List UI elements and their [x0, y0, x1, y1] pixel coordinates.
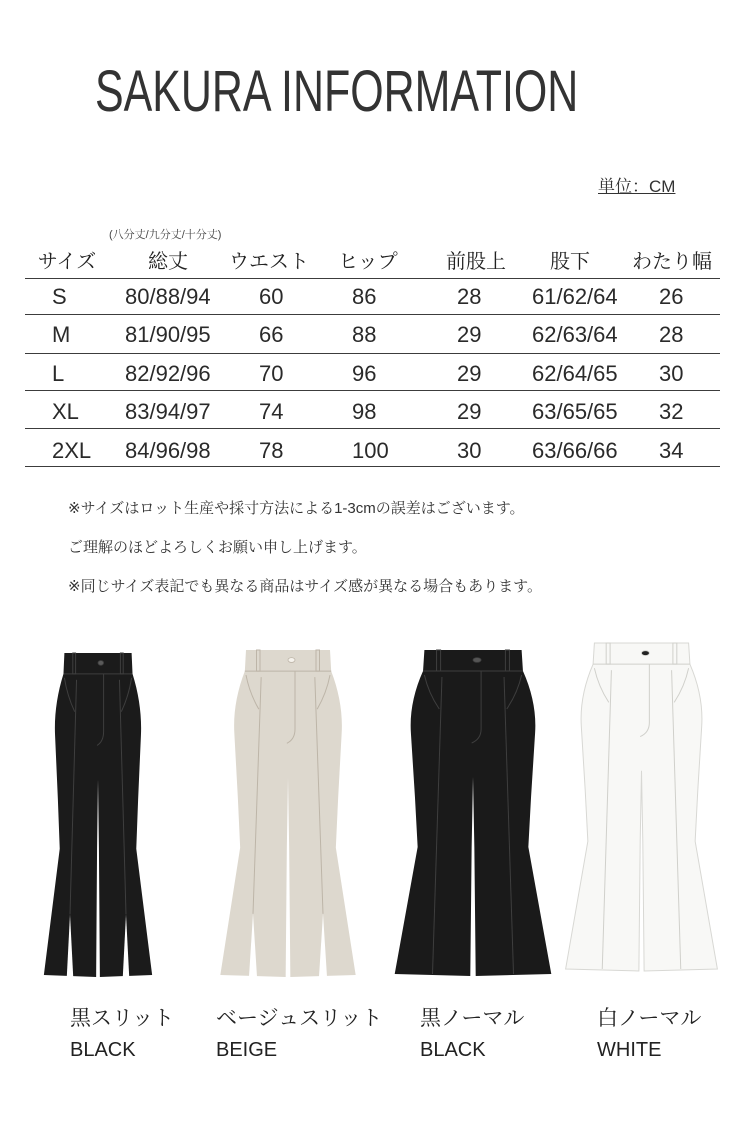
- cell-total-length: 84/96/98: [125, 438, 211, 463]
- table-rule: [25, 428, 720, 429]
- cell-inseam: 62/64/65: [532, 361, 618, 386]
- table-row: [0, 439, 750, 463]
- cell-front-rise: 29: [457, 361, 482, 386]
- pants-drawing: [563, 640, 720, 972]
- product-color-en: WHITE: [597, 1039, 662, 1061]
- cell-waist: 60: [259, 284, 284, 309]
- cell-inseam: 61/62/64: [532, 284, 618, 309]
- cell-waist: 74: [259, 399, 284, 424]
- size-tolerance-note: ※サイズはロット生産や採寸方法による1-3cmの誤差はございます。: [68, 500, 525, 517]
- product-name-ja: 黒スリット: [70, 1007, 175, 1030]
- white-normal-pants-image: [563, 640, 720, 972]
- button: [473, 658, 481, 663]
- page-title: SAKURA INFORMATION: [95, 59, 579, 124]
- beige-slit-pants-image: [218, 647, 358, 978]
- fit-difference-note: ※同じサイズ表記でも異なる商品はサイズ感が異なる場合もあります。: [68, 578, 542, 595]
- header-total-length: 総丈: [148, 251, 188, 273]
- cell-hip: 96: [352, 361, 377, 386]
- unit-label: 単位：CM: [598, 177, 676, 196]
- product-color-en: BEIGE: [216, 1039, 278, 1061]
- cell-inseam: 63/66/66: [532, 438, 618, 463]
- cell-waist: 78: [259, 438, 284, 463]
- button: [98, 661, 104, 666]
- product-name-ja: ベージュスリット: [216, 1007, 383, 1030]
- cell-thigh-width: 34: [659, 438, 684, 463]
- cell-total-length: 80/88/94: [125, 284, 211, 309]
- cell-size: S: [52, 284, 67, 309]
- product-color-en: BLACK: [420, 1039, 486, 1061]
- cell-inseam: 63/65/65: [532, 399, 618, 424]
- table-row: [0, 285, 750, 309]
- cell-hip: 98: [352, 399, 377, 424]
- table-rule: [25, 353, 720, 354]
- cell-thigh-width: 32: [659, 399, 684, 424]
- cell-waist: 70: [259, 361, 284, 386]
- pants-drawing: [42, 650, 154, 978]
- table-row: [0, 362, 750, 386]
- cell-hip: 88: [352, 322, 377, 347]
- cell-size: XL: [52, 399, 79, 424]
- pants-silhouette: [44, 653, 152, 977]
- header-thigh-width: わたり幅: [632, 251, 712, 273]
- pants-drawing: [392, 647, 554, 977]
- header-waist: ウエスト: [229, 251, 309, 273]
- pants-drawing: [218, 647, 358, 978]
- cell-total-length: 83/94/97: [125, 399, 211, 424]
- cell-thigh-width: 28: [659, 322, 684, 347]
- table-row: [0, 400, 750, 424]
- cell-size: M: [52, 322, 71, 347]
- cell-size: L: [52, 361, 65, 386]
- cell-hip: 100: [352, 438, 389, 463]
- black-slit-pants-image: [42, 650, 154, 978]
- cell-inseam: 62/63/64: [532, 322, 618, 347]
- cell-front-rise: 29: [457, 399, 482, 424]
- black-normal-pants-image: [392, 647, 554, 977]
- table-rule: [25, 278, 720, 279]
- header-inseam: 股下: [550, 251, 590, 273]
- cell-thigh-width: 26: [659, 284, 684, 309]
- pants-silhouette: [220, 650, 355, 977]
- cell-total-length: 82/92/96: [125, 361, 211, 386]
- cell-total-length: 81/90/95: [125, 322, 211, 347]
- cell-waist: 66: [259, 322, 284, 347]
- cell-size: 2XL: [52, 438, 92, 463]
- table-rule: [25, 314, 720, 315]
- pants-silhouette: [566, 643, 718, 971]
- cell-hip: 86: [352, 284, 377, 309]
- header-hip: ヒップ: [338, 251, 398, 273]
- button: [288, 658, 295, 663]
- cell-front-rise: 29: [457, 322, 482, 347]
- header-size: サイズ: [37, 251, 97, 273]
- table-row: [0, 323, 750, 347]
- length-variant-note: (八分丈/九分丈/十分丈): [109, 229, 222, 241]
- cell-front-rise: 28: [457, 284, 482, 309]
- product-color-en: BLACK: [70, 1039, 136, 1061]
- header-front-rise: 前股上: [446, 251, 506, 273]
- cell-front-rise: 30: [457, 438, 482, 463]
- table-rule: [25, 390, 720, 391]
- pants-silhouette: [395, 650, 552, 976]
- understanding-note: ご理解のほどよろしくお願い申し上げます。: [68, 539, 367, 556]
- table-rule: [25, 466, 720, 467]
- cell-thigh-width: 30: [659, 361, 684, 386]
- product-name-ja: 黒ノーマル: [420, 1007, 525, 1030]
- button: [642, 651, 650, 656]
- product-name-ja: 白ノーマル: [597, 1007, 702, 1030]
